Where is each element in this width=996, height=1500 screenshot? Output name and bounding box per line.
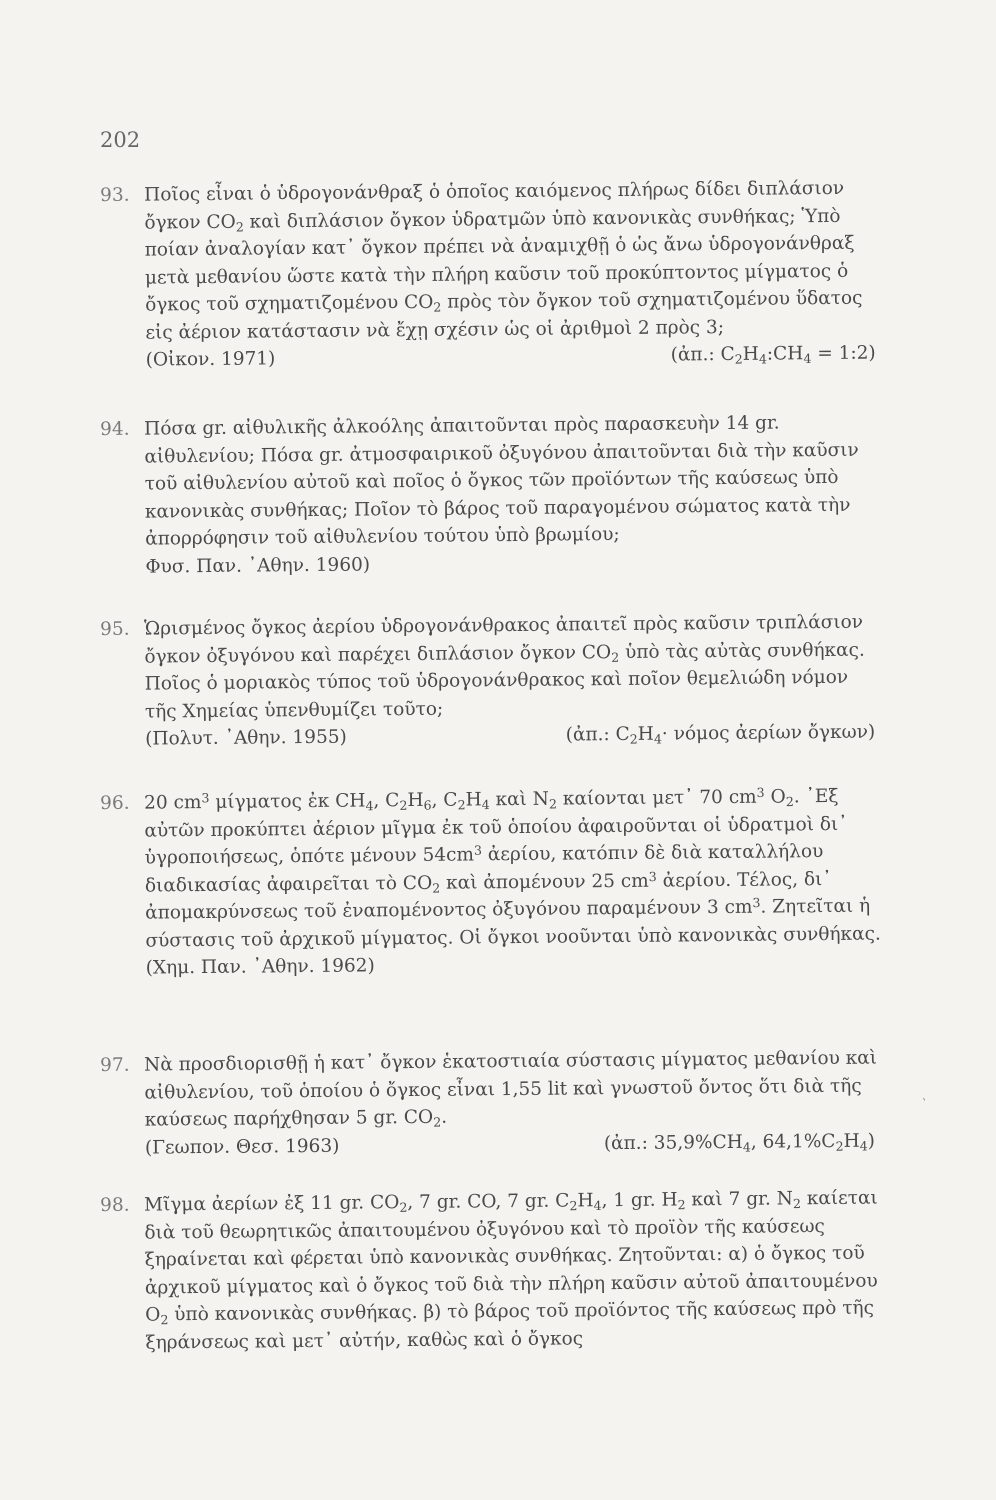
problem-number: 94.	[100, 418, 130, 440]
problem-96	[100, 783, 882, 983]
answer: (ἀπ.: $35,9\%CH_4$, $64,1\%C_2H_4$)	[603, 1130, 875, 1155]
problem-text: Νὰ προσδιορισθῇ ἡ κατ᾽ ὄγκον ἑκατοστιαία σύστασις μίγματος μεθανίου καὶ αἰθυλενίου, τοῦ ὁποίου ὁ ὄγκος εἶναι 1,55 lit καὶ γνωστοῦ ὄντος ὅτι διὰ τῆς καύσεως παρήχθησαν 5 gr. $CO_2$. (Γεωπον. Θεσ. 1963) (ἀπ.: $35,9\%CH_4$, $64,1\%C_2H_4$)	[144, 1045, 881, 1162]
problem-text: 20 $cm^3$ μίγματος ἐκ $CH_4$, $C_2H_6$, $C_2H_4$ καὶ $N_2$ καίονται μετ᾽ 70 $cm^3$ $O_2$. ᾿Εξ αὐτῶν προκύπτει ἀέριον μῖγμα ἐκ τοῦ ὁποίου ἀφαιροῦνται οἱ ὑδρατμοὶ δι᾽ ὑγροποιήσεως, ὁπότε μένουν $54cm^3$ ἀερίου, κατόπιν δὲ διὰ καταλλήλου διαδικασίας ἀφαιρεῖται τὸ $CO_2$ καὶ ἀπομένουν 25 $cm^3$ ἀερίου. Τέλος, δι᾽ ἀπομακρύνσεως τοῦ ἐναπομένοντος ὀξυγόνου παραμένουν 3 $cm^3$. Ζητεῖται ἡ σύστασις τοῦ ἀρχικοῦ μίγματος. Οἱ ὄγκοι νοοῦνται ὑπὸ κανονικὰς συνθήκας. (Χημ. Παν. ᾿Αθην. 1962)	[144, 783, 882, 983]
answer: (ἀπ.: $C_2H_4\cdot \nu ό\mu o\varsigma$ ἀερίων ὄγκων)	[565, 721, 876, 747]
source: (Οἰκον. 1971)	[145, 348, 276, 371]
answer: (ἀπ.: $C_2H_4:CH_4$ = 1:2)	[670, 342, 876, 367]
problem-text: Ποῖος εἶναι ὁ ὑδρογονάνθραξ ὁ ὁποῖος καιόμενος πλήρως δίδει διπλάσιον ὄγκον $CO_2$ καὶ διπλάσιον ὄγκον ὑδρατμῶν ὑπὸ κανονικὰς συνθήκας; Ὑπὸ ποίαν ἀναλογίαν κατ᾽ ὄγκον πρέπει νὰ ἀναμιχθῇ ὁ ὡς ἄνω ὑδρογονάνθραξ μετὰ μεθανίου ὥστε κατὰ τὴν πλήρη καῦσιν τοῦ προκύπτοντος μίγματος ὁ ὄγκος τοῦ σχηματιζομένου $CO_2$ πρὸς τὸν ὄγκον τοῦ σχηματιζομένου ὕδατος εἰς ἀέριον κατάστασιν νὰ ἔχῃ σχέσιν ὡς οἱ ἀριθμοὶ 2 πρὸς 3; (Οἰκον. 1971) (ἀπ.: $C_2H_4:CH_4$ = 1:2)	[144, 175, 882, 375]
source-line	[145, 546, 881, 581]
margin-mark: ˎ	[921, 1085, 933, 1103]
problem-97	[100, 1045, 881, 1162]
problem-number: 98.	[100, 1194, 130, 1216]
problem-number: 93.	[100, 184, 130, 206]
source-line	[145, 1127, 881, 1162]
problem-94	[100, 409, 882, 581]
problem-number: 95.	[100, 618, 130, 640]
problem-95	[100, 609, 881, 754]
page-number: 202	[100, 128, 141, 152]
source: (Χημ. Παν. ᾿Αθην. 1962)	[145, 955, 375, 979]
problem-98	[100, 1185, 882, 1357]
problem-93	[100, 175, 882, 375]
source-line	[146, 340, 882, 375]
problem-number: 96.	[100, 792, 130, 814]
source-line	[145, 719, 881, 754]
problem-number: 97.	[100, 1054, 130, 1076]
source: (Γεωπον. Θεσ. 1963)	[144, 1135, 340, 1159]
source: Φυσ. Παν. ᾿Αθην. 1960)	[145, 553, 371, 578]
problem-text: Ὡρισμένος ὄγκος ἀερίου ὑδρογονάνθρακος ἀπαιτεῖ πρὸς καῦσιν τριπλάσιον ὄγκον ὀξυγόνου καὶ παρέχει διπλάσιον ὄγκον $CO_2$ ὑπὸ τὰς αὐτὰς συνθήκας. Ποῖος ὁ μοριακὸς τύπος τοῦ ὑδρογονάνθρακος καὶ ποῖον θεμελιώδη νόμον τῆς Χημείας ὑπενθυμίζει τοῦτο; (Πολυτ. ᾿Αθην. 1955) (ἀπ.: $C_2H_4\cdot \nu ό\mu o\varsigma$ ἀερίων ὄγκων)	[144, 609, 881, 754]
source: (Πολυτ. ᾿Αθην. 1955)	[145, 726, 347, 750]
source-line	[146, 948, 882, 983]
problem-text: Μῖγμα ἀερίων ἐξ 11 gr. $CO_2$, 7 gr. CO, 7 gr. $C_2H_4$, 1 gr. $H_2$ καὶ 7 gr. $N_2$ καίεται διὰ τοῦ θεωρητικῶς ἀπαιτουμένου ὀξυγόνου καὶ τὸ προϊὸν τῆς καύσεως ξηραίνεται καὶ φέρεται ὑπὸ κανονικὰς συνθήκας. Ζητοῦνται: α) ὁ ὄγκος τοῦ ἀρχικοῦ μίγματος καὶ ὁ ὄγκος τοῦ διὰ τὴν πλήρη καῦσιν αὐτοῦ ἀπαιτουμένου $O_2$ ὑπὸ κανονικὰς συνθήκας. β) τὸ βάρος τοῦ προϊόντος τῆς καύσεως πρὸ τῆς ξηράνσεως καὶ μετ᾽ αὐτήν, καθὼς καὶ ὁ ὄγκος	[144, 1187, 878, 1354]
problem-text: Πόσα gr. αἰθυλικῆς ἀλκοόλης ἀπαιτοῦνται πρὸς παρασκευὴν 14 gr. αἰθυλενίου; Πόσα gr. ἀτμοσφαιρικοῦ ὀξυγόνου ἀπαιτοῦνται διὰ τὴν καῦσιν τοῦ αἰθυλενίου αὐτοῦ καὶ ποῖος ὁ ὄγκος τῶν προϊόντων τῆς καύσεως ὑπὸ κανονικὰς συνθήκας; Ποῖον τὸ βάρος τοῦ παραγομένου σώματος κατὰ τὴν ἀπορρόφησιν τοῦ αἰθυλενίου τούτου ὑπὸ βρωμίου; Φυσ. Παν. ᾿Αθην. 1960)	[144, 409, 882, 581]
